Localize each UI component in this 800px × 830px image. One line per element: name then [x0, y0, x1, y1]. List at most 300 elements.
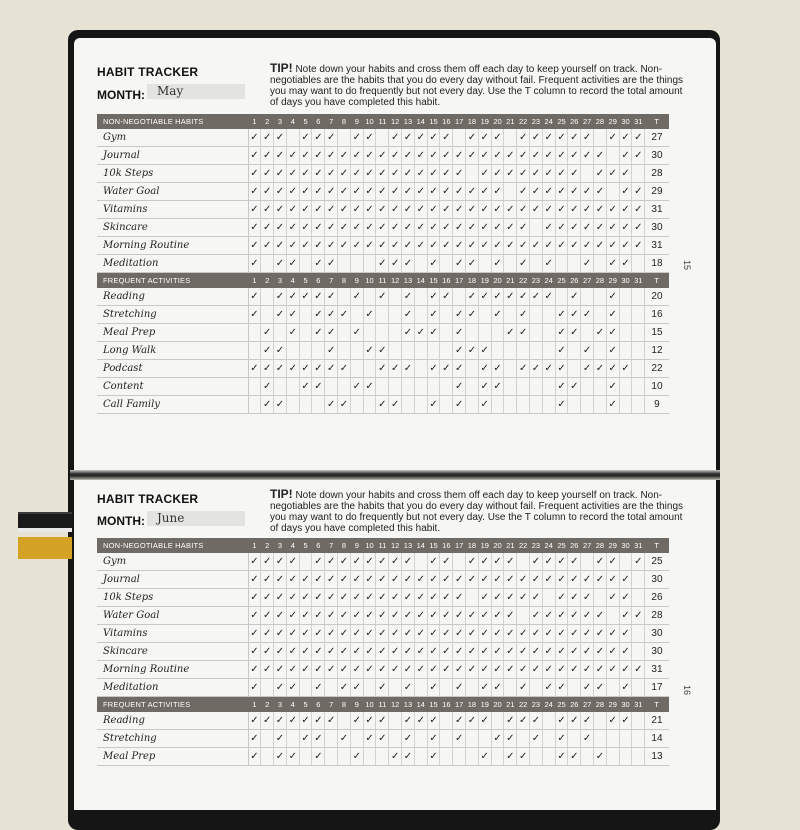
day-cell[interactable] — [581, 360, 594, 378]
day-cell[interactable] — [376, 165, 389, 183]
day-cell[interactable] — [338, 730, 351, 748]
day-cell[interactable] — [274, 306, 287, 324]
day-cell[interactable] — [312, 183, 325, 201]
day-cell[interactable] — [466, 255, 479, 273]
day-cell[interactable] — [542, 201, 555, 219]
day-cell[interactable] — [568, 324, 581, 342]
day-cell[interactable] — [619, 553, 632, 571]
day-cell[interactable] — [478, 324, 491, 342]
day-cell[interactable] — [440, 378, 453, 396]
day-cell[interactable] — [606, 378, 619, 396]
day-cell[interactable] — [606, 748, 619, 766]
day-cell[interactable] — [414, 342, 427, 360]
day-cell[interactable] — [427, 201, 440, 219]
day-cell[interactable] — [312, 607, 325, 625]
day-cell[interactable] — [453, 607, 466, 625]
day-cell[interactable] — [542, 553, 555, 571]
day-cell[interactable] — [568, 679, 581, 697]
habit-name[interactable]: Water Goal — [97, 607, 248, 625]
habit-total[interactable]: 13 — [645, 748, 669, 766]
day-cell[interactable] — [440, 219, 453, 237]
day-cell[interactable] — [581, 255, 594, 273]
day-cell[interactable] — [517, 324, 530, 342]
day-cell[interactable] — [555, 730, 568, 748]
day-cell[interactable] — [504, 147, 517, 165]
day-cell[interactable] — [581, 201, 594, 219]
day-cell[interactable] — [594, 201, 607, 219]
day-cell[interactable] — [466, 730, 479, 748]
day-cell[interactable] — [517, 571, 530, 589]
day-cell[interactable] — [491, 237, 504, 255]
day-cell[interactable] — [542, 129, 555, 147]
day-cell[interactable] — [619, 679, 632, 697]
day-cell[interactable] — [632, 679, 645, 697]
day-cell[interactable] — [517, 360, 530, 378]
day-cell[interactable] — [338, 396, 351, 414]
day-cell[interactable] — [376, 661, 389, 679]
day-cell[interactable] — [248, 219, 261, 237]
day-cell[interactable] — [325, 324, 338, 342]
day-cell[interactable] — [389, 643, 402, 661]
day-cell[interactable] — [478, 360, 491, 378]
day-cell[interactable] — [581, 324, 594, 342]
day-cell[interactable] — [517, 396, 530, 414]
day-cell[interactable] — [427, 360, 440, 378]
day-cell[interactable] — [478, 661, 491, 679]
day-cell[interactable] — [414, 679, 427, 697]
day-cell[interactable] — [542, 625, 555, 643]
day-cell[interactable] — [555, 553, 568, 571]
day-cell[interactable] — [414, 201, 427, 219]
day-cell[interactable] — [568, 219, 581, 237]
day-cell[interactable] — [350, 306, 363, 324]
day-cell[interactable] — [402, 378, 415, 396]
day-cell[interactable] — [453, 165, 466, 183]
day-cell[interactable] — [504, 255, 517, 273]
day-cell[interactable] — [350, 288, 363, 306]
day-cell[interactable] — [261, 661, 274, 679]
day-cell[interactable] — [350, 553, 363, 571]
day-cell[interactable] — [504, 643, 517, 661]
day-cell[interactable] — [376, 553, 389, 571]
habit-name[interactable]: Reading — [97, 712, 248, 730]
day-cell[interactable] — [632, 183, 645, 201]
day-cell[interactable] — [402, 183, 415, 201]
day-cell[interactable] — [542, 360, 555, 378]
day-cell[interactable] — [286, 255, 299, 273]
day-cell[interactable] — [389, 129, 402, 147]
day-cell[interactable] — [350, 147, 363, 165]
day-cell[interactable] — [542, 607, 555, 625]
day-cell[interactable] — [581, 129, 594, 147]
day-cell[interactable] — [376, 324, 389, 342]
day-cell[interactable] — [594, 324, 607, 342]
day-cell[interactable] — [478, 183, 491, 201]
day-cell[interactable] — [440, 625, 453, 643]
day-cell[interactable] — [261, 679, 274, 697]
day-cell[interactable] — [453, 589, 466, 607]
day-cell[interactable] — [325, 360, 338, 378]
day-cell[interactable] — [440, 129, 453, 147]
day-cell[interactable] — [414, 661, 427, 679]
day-cell[interactable] — [286, 306, 299, 324]
day-cell[interactable] — [312, 643, 325, 661]
day-cell[interactable] — [594, 183, 607, 201]
habit-name[interactable]: Gym — [97, 553, 248, 571]
day-cell[interactable] — [581, 643, 594, 661]
day-cell[interactable] — [491, 324, 504, 342]
day-cell[interactable] — [606, 396, 619, 414]
day-cell[interactable] — [402, 661, 415, 679]
day-cell[interactable] — [299, 324, 312, 342]
day-cell[interactable] — [632, 129, 645, 147]
day-cell[interactable] — [491, 730, 504, 748]
day-cell[interactable] — [299, 730, 312, 748]
day-cell[interactable] — [350, 625, 363, 643]
day-cell[interactable] — [363, 571, 376, 589]
day-cell[interactable] — [581, 237, 594, 255]
day-cell[interactable] — [414, 748, 427, 766]
day-cell[interactable] — [606, 237, 619, 255]
day-cell[interactable] — [466, 183, 479, 201]
day-cell[interactable] — [530, 378, 543, 396]
day-cell[interactable] — [632, 607, 645, 625]
day-cell[interactable] — [286, 396, 299, 414]
day-cell[interactable] — [325, 147, 338, 165]
habit-name[interactable]: Meditation — [97, 255, 248, 273]
day-cell[interactable] — [274, 589, 287, 607]
habit-name[interactable]: Vitamins — [97, 201, 248, 219]
day-cell[interactable] — [491, 201, 504, 219]
day-cell[interactable] — [568, 306, 581, 324]
day-cell[interactable] — [402, 607, 415, 625]
day-cell[interactable] — [312, 201, 325, 219]
day-cell[interactable] — [402, 255, 415, 273]
day-cell[interactable] — [619, 255, 632, 273]
day-cell[interactable] — [350, 129, 363, 147]
day-cell[interactable] — [632, 288, 645, 306]
day-cell[interactable] — [491, 129, 504, 147]
day-cell[interactable] — [478, 201, 491, 219]
day-cell[interactable] — [594, 571, 607, 589]
day-cell[interactable] — [402, 589, 415, 607]
day-cell[interactable] — [568, 183, 581, 201]
day-cell[interactable] — [581, 625, 594, 643]
day-cell[interactable] — [389, 219, 402, 237]
day-cell[interactable] — [274, 571, 287, 589]
day-cell[interactable] — [606, 643, 619, 661]
day-cell[interactable] — [466, 571, 479, 589]
day-cell[interactable] — [504, 589, 517, 607]
habit-total[interactable]: 10 — [645, 378, 669, 396]
day-cell[interactable] — [530, 571, 543, 589]
day-cell[interactable] — [286, 748, 299, 766]
day-cell[interactable] — [350, 360, 363, 378]
day-cell[interactable] — [619, 625, 632, 643]
day-cell[interactable] — [248, 165, 261, 183]
day-cell[interactable] — [274, 342, 287, 360]
habit-total[interactable]: 29 — [645, 183, 669, 201]
day-cell[interactable] — [581, 607, 594, 625]
day-cell[interactable] — [261, 589, 274, 607]
day-cell[interactable] — [376, 571, 389, 589]
day-cell[interactable] — [274, 147, 287, 165]
day-cell[interactable] — [312, 730, 325, 748]
day-cell[interactable] — [402, 324, 415, 342]
day-cell[interactable] — [594, 730, 607, 748]
day-cell[interactable] — [517, 625, 530, 643]
day-cell[interactable] — [325, 679, 338, 697]
day-cell[interactable] — [274, 288, 287, 306]
day-cell[interactable] — [338, 237, 351, 255]
day-cell[interactable] — [389, 571, 402, 589]
habit-total[interactable]: 31 — [645, 201, 669, 219]
day-cell[interactable] — [632, 553, 645, 571]
day-cell[interactable] — [619, 147, 632, 165]
day-cell[interactable] — [478, 255, 491, 273]
day-cell[interactable] — [491, 712, 504, 730]
day-cell[interactable] — [389, 360, 402, 378]
day-cell[interactable] — [594, 661, 607, 679]
day-cell[interactable] — [402, 288, 415, 306]
day-cell[interactable] — [299, 748, 312, 766]
day-cell[interactable] — [261, 730, 274, 748]
day-cell[interactable] — [414, 306, 427, 324]
day-cell[interactable] — [427, 625, 440, 643]
day-cell[interactable] — [325, 396, 338, 414]
day-cell[interactable] — [427, 643, 440, 661]
habit-total[interactable]: 22 — [645, 360, 669, 378]
day-cell[interactable] — [504, 571, 517, 589]
day-cell[interactable] — [619, 748, 632, 766]
day-cell[interactable] — [325, 288, 338, 306]
day-cell[interactable] — [414, 396, 427, 414]
day-cell[interactable] — [402, 306, 415, 324]
day-cell[interactable] — [555, 237, 568, 255]
day-cell[interactable] — [440, 396, 453, 414]
day-cell[interactable] — [453, 324, 466, 342]
day-cell[interactable] — [530, 360, 543, 378]
habit-name[interactable]: 10k Steps — [97, 165, 248, 183]
day-cell[interactable] — [427, 306, 440, 324]
day-cell[interactable] — [568, 147, 581, 165]
day-cell[interactable] — [606, 255, 619, 273]
habit-total[interactable]: 25 — [645, 553, 669, 571]
day-cell[interactable] — [299, 201, 312, 219]
day-cell[interactable] — [363, 625, 376, 643]
day-cell[interactable] — [350, 219, 363, 237]
day-cell[interactable] — [619, 730, 632, 748]
day-cell[interactable] — [402, 748, 415, 766]
day-cell[interactable] — [261, 237, 274, 255]
habit-name[interactable]: Meal Prep — [97, 748, 248, 766]
day-cell[interactable] — [581, 342, 594, 360]
day-cell[interactable] — [299, 712, 312, 730]
day-cell[interactable] — [299, 679, 312, 697]
day-cell[interactable] — [376, 679, 389, 697]
day-cell[interactable] — [568, 201, 581, 219]
day-cell[interactable] — [632, 324, 645, 342]
day-cell[interactable] — [389, 255, 402, 273]
day-cell[interactable] — [414, 712, 427, 730]
day-cell[interactable] — [466, 661, 479, 679]
day-cell[interactable] — [466, 306, 479, 324]
day-cell[interactable] — [619, 571, 632, 589]
day-cell[interactable] — [248, 661, 261, 679]
habit-total[interactable]: 20 — [645, 288, 669, 306]
day-cell[interactable] — [427, 147, 440, 165]
day-cell[interactable] — [299, 571, 312, 589]
day-cell[interactable] — [466, 607, 479, 625]
day-cell[interactable] — [338, 378, 351, 396]
day-cell[interactable] — [312, 378, 325, 396]
day-cell[interactable] — [594, 237, 607, 255]
day-cell[interactable] — [286, 219, 299, 237]
day-cell[interactable] — [466, 712, 479, 730]
day-cell[interactable] — [504, 730, 517, 748]
habit-total[interactable]: 28 — [645, 607, 669, 625]
day-cell[interactable] — [261, 306, 274, 324]
day-cell[interactable] — [453, 360, 466, 378]
day-cell[interactable] — [363, 219, 376, 237]
day-cell[interactable] — [606, 360, 619, 378]
day-cell[interactable] — [466, 237, 479, 255]
day-cell[interactable] — [606, 165, 619, 183]
habit-total[interactable]: 30 — [645, 147, 669, 165]
day-cell[interactable] — [261, 571, 274, 589]
day-cell[interactable] — [466, 324, 479, 342]
day-cell[interactable] — [312, 396, 325, 414]
day-cell[interactable] — [274, 643, 287, 661]
day-cell[interactable] — [542, 219, 555, 237]
day-cell[interactable] — [312, 255, 325, 273]
day-cell[interactable] — [568, 360, 581, 378]
day-cell[interactable] — [581, 571, 594, 589]
day-cell[interactable] — [530, 661, 543, 679]
habit-name[interactable]: Morning Routine — [97, 661, 248, 679]
day-cell[interactable] — [530, 183, 543, 201]
habit-name[interactable]: 10k Steps — [97, 589, 248, 607]
day-cell[interactable] — [248, 396, 261, 414]
day-cell[interactable] — [594, 378, 607, 396]
day-cell[interactable] — [325, 571, 338, 589]
day-cell[interactable] — [376, 712, 389, 730]
day-cell[interactable] — [363, 183, 376, 201]
day-cell[interactable] — [286, 589, 299, 607]
day-cell[interactable] — [389, 147, 402, 165]
day-cell[interactable] — [350, 201, 363, 219]
day-cell[interactable] — [338, 219, 351, 237]
day-cell[interactable] — [248, 712, 261, 730]
day-cell[interactable] — [466, 288, 479, 306]
day-cell[interactable] — [478, 589, 491, 607]
day-cell[interactable] — [363, 255, 376, 273]
day-cell[interactable] — [363, 748, 376, 766]
day-cell[interactable] — [478, 643, 491, 661]
day-cell[interactable] — [517, 607, 530, 625]
day-cell[interactable] — [325, 183, 338, 201]
day-cell[interactable] — [555, 360, 568, 378]
habit-total[interactable]: 12 — [645, 342, 669, 360]
day-cell[interactable] — [261, 165, 274, 183]
day-cell[interactable] — [274, 237, 287, 255]
day-cell[interactable] — [338, 748, 351, 766]
day-cell[interactable] — [491, 625, 504, 643]
day-cell[interactable] — [376, 607, 389, 625]
day-cell[interactable] — [530, 165, 543, 183]
day-cell[interactable] — [478, 129, 491, 147]
day-cell[interactable] — [555, 378, 568, 396]
day-cell[interactable] — [466, 396, 479, 414]
day-cell[interactable] — [299, 129, 312, 147]
day-cell[interactable] — [427, 288, 440, 306]
day-cell[interactable] — [517, 201, 530, 219]
day-cell[interactable] — [338, 183, 351, 201]
habit-total[interactable]: 14 — [645, 730, 669, 748]
day-cell[interactable] — [350, 730, 363, 748]
habit-name[interactable]: Water Goal — [97, 183, 248, 201]
day-cell[interactable] — [286, 553, 299, 571]
day-cell[interactable] — [325, 219, 338, 237]
day-cell[interactable] — [274, 748, 287, 766]
day-cell[interactable] — [568, 255, 581, 273]
day-cell[interactable] — [414, 324, 427, 342]
day-cell[interactable] — [414, 360, 427, 378]
day-cell[interactable] — [530, 607, 543, 625]
day-cell[interactable] — [248, 183, 261, 201]
day-cell[interactable] — [466, 643, 479, 661]
day-cell[interactable] — [453, 288, 466, 306]
day-cell[interactable] — [491, 396, 504, 414]
day-cell[interactable] — [453, 147, 466, 165]
day-cell[interactable] — [427, 607, 440, 625]
day-cell[interactable] — [504, 306, 517, 324]
day-cell[interactable] — [427, 324, 440, 342]
day-cell[interactable] — [350, 342, 363, 360]
day-cell[interactable] — [632, 712, 645, 730]
day-cell[interactable] — [261, 219, 274, 237]
day-cell[interactable] — [619, 288, 632, 306]
day-cell[interactable] — [594, 165, 607, 183]
day-cell[interactable] — [363, 237, 376, 255]
day-cell[interactable] — [466, 342, 479, 360]
day-cell[interactable] — [325, 129, 338, 147]
day-cell[interactable] — [389, 378, 402, 396]
day-cell[interactable] — [376, 589, 389, 607]
day-cell[interactable] — [581, 712, 594, 730]
day-cell[interactable] — [542, 255, 555, 273]
day-cell[interactable] — [286, 571, 299, 589]
day-cell[interactable] — [619, 643, 632, 661]
day-cell[interactable] — [389, 748, 402, 766]
day-cell[interactable] — [606, 730, 619, 748]
day-cell[interactable] — [363, 553, 376, 571]
day-cell[interactable] — [325, 625, 338, 643]
day-cell[interactable] — [363, 712, 376, 730]
day-cell[interactable] — [312, 129, 325, 147]
day-cell[interactable] — [286, 378, 299, 396]
day-cell[interactable] — [338, 342, 351, 360]
habit-total[interactable]: 17 — [645, 679, 669, 697]
day-cell[interactable] — [619, 237, 632, 255]
habit-total[interactable]: 15 — [645, 324, 669, 342]
day-cell[interactable] — [491, 255, 504, 273]
day-cell[interactable] — [619, 219, 632, 237]
day-cell[interactable] — [376, 342, 389, 360]
day-cell[interactable] — [530, 129, 543, 147]
day-cell[interactable] — [350, 378, 363, 396]
day-cell[interactable] — [414, 553, 427, 571]
